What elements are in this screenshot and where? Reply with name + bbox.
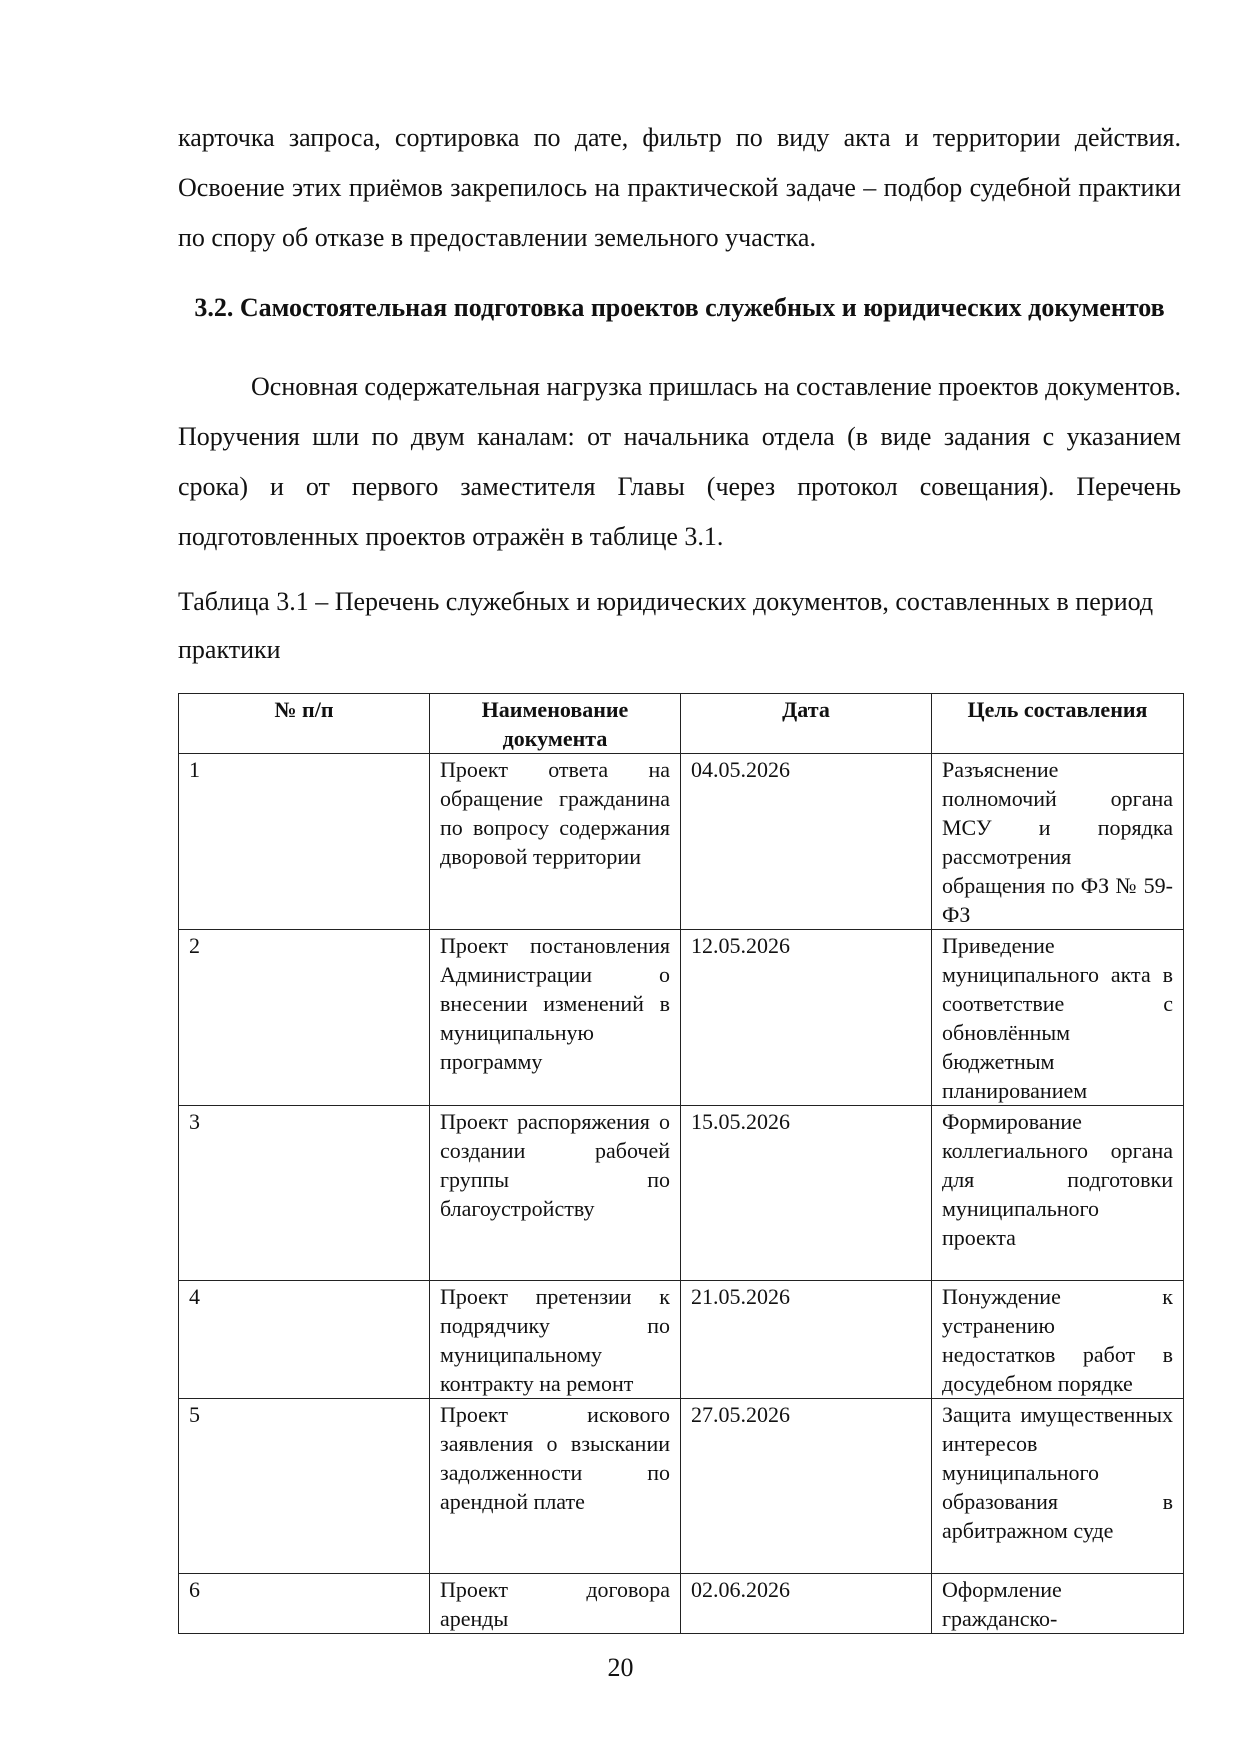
cell-purpose: Разъяснение полномочий органа МСУ и порядка рассмотрения обращения по ФЗ № 59-ФЗ xyxy=(932,754,1184,930)
cell-purpose: Приведение муниципального акта в соответствие с обновлённым бюджетным планированием xyxy=(932,930,1184,1106)
header-number: № п/п xyxy=(179,694,430,754)
section-paragraph: Основная содержательная нагрузка пришлась на составление проектов документов. Поручения шли по двум каналам: от начальника отдела (в виде задания с указанием срока) и от первого заместителя Главы (через протокол совещания). Перечень подготовленных проектов отражён в таблице 3.1. xyxy=(178,372,1181,551)
cell-number: 3 xyxy=(179,1106,430,1281)
cell-number: 4 xyxy=(179,1281,430,1399)
table-header-row xyxy=(179,694,1184,754)
page-number: 20 xyxy=(607,1653,634,1682)
cell-purpose: Оформление гражданско- xyxy=(932,1574,1184,1634)
cell-document-name: Проект договора аренды xyxy=(430,1574,681,1634)
table-row xyxy=(179,930,1184,1106)
table-row xyxy=(179,754,1184,930)
cell-date: 27.05.2026 xyxy=(681,1399,932,1574)
table-caption: Таблица 3.1 – Перечень служебных и юридических документов, составленных в период практики xyxy=(178,587,1154,664)
intro-paragraph: карточка запроса, сортировка по дате, фильтр по виду акта и территории действия. Освоение этих приёмов закрепилось на практической задаче – подбор судебной практики по спору об отказе в предоставлении земельного участка. xyxy=(178,123,1181,252)
cell-date: 15.05.2026 xyxy=(681,1106,932,1281)
cell-document-name: Проект распоряжения о создании рабочей группы по благоустройству xyxy=(430,1106,681,1281)
cell-document-name: Проект ответа на обращение гражданина по вопросу содержания дворовой территории xyxy=(430,754,681,930)
header-purpose: Цель составления xyxy=(932,694,1184,754)
table-row xyxy=(179,1106,1184,1281)
table-row xyxy=(179,1399,1184,1574)
cell-purpose: Формирование коллегиального органа для подготовки муниципального проекта xyxy=(932,1106,1184,1281)
cell-number: 6 xyxy=(179,1574,430,1634)
documents-table xyxy=(178,693,1184,1634)
cell-date: 12.05.2026 xyxy=(681,930,932,1106)
table-row xyxy=(179,1281,1184,1399)
cell-number: 1 xyxy=(179,754,430,930)
cell-purpose: Понуждение к устранению недостатков работ в досудебном порядке xyxy=(932,1281,1184,1399)
cell-number: 2 xyxy=(179,930,430,1106)
cell-document-name: Проект претензии к подрядчику по муниципальному контракту на ремонт xyxy=(430,1281,681,1399)
cell-purpose: Защита имущественных интересов муниципального образования в арбитражном суде xyxy=(932,1399,1184,1574)
cell-date: 04.05.2026 xyxy=(681,754,932,930)
cell-date: 02.06.2026 xyxy=(681,1574,932,1634)
table-row xyxy=(179,1574,1184,1634)
cell-number: 5 xyxy=(179,1399,430,1574)
header-document-name: Наименование документа xyxy=(430,694,681,754)
header-date: Дата xyxy=(681,694,932,754)
cell-document-name: Проект искового заявления о взыскании задолженности по арендной плате xyxy=(430,1399,681,1574)
cell-date: 21.05.2026 xyxy=(681,1281,932,1399)
section-heading: 3.2. Самостоятельная подготовка проектов служебных и юридических документов xyxy=(194,293,1165,322)
cell-document-name: Проект постановления Администрации о внесении изменений в муниципальную программу xyxy=(430,930,681,1106)
